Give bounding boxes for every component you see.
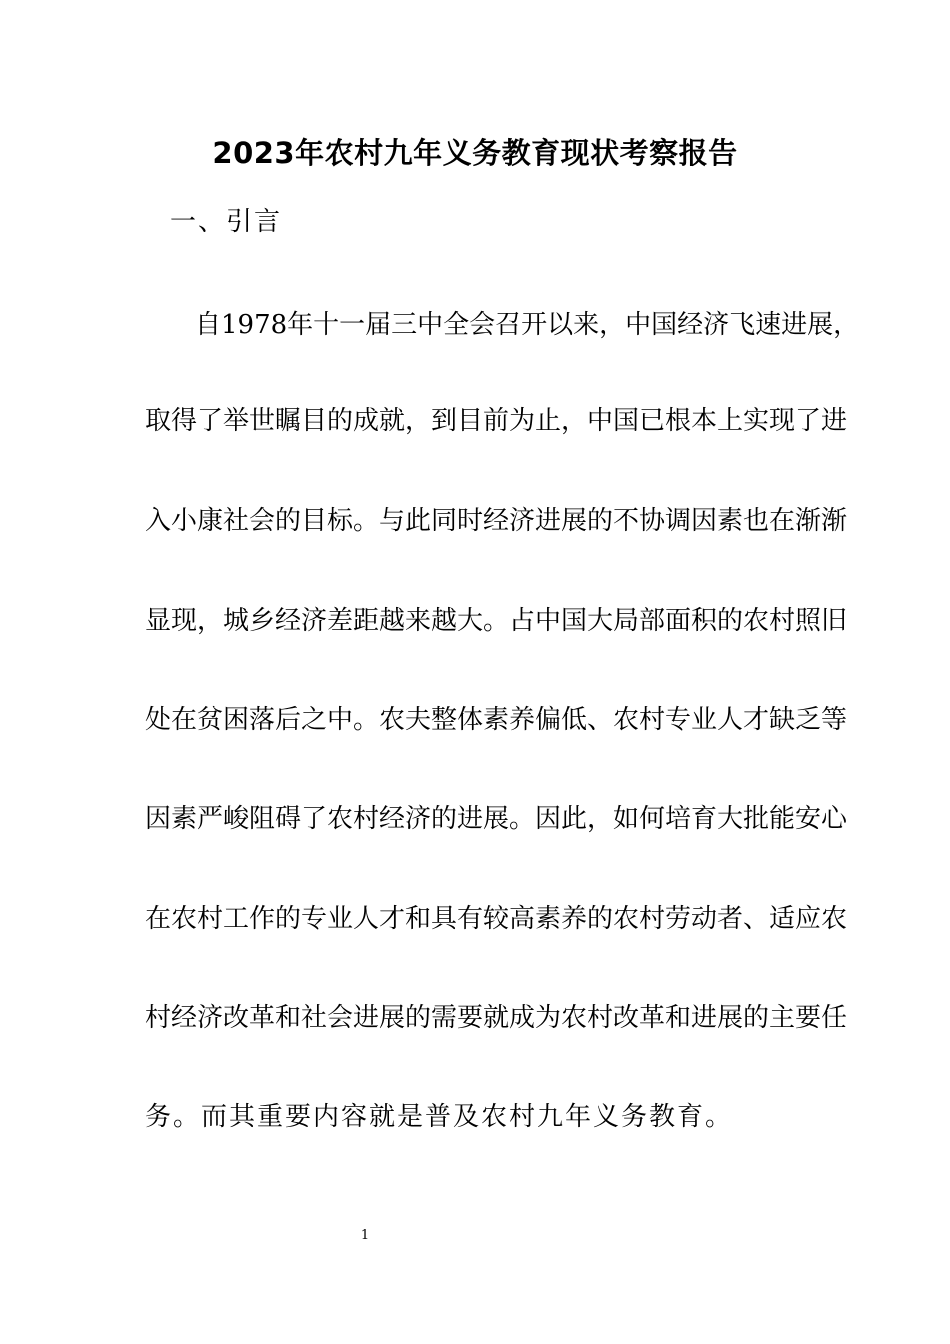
paragraph-line: 务。而其重要内容就是普及农村九年义务教育。 xyxy=(145,1102,734,1132)
paragraph-line: 入小康社会的目标。与此同时经济进展的不协调因素也在渐渐 xyxy=(145,506,848,536)
paragraph-line: 处在贫困落后之中。农夫整体素养偏低、农村专业人才缺乏等 xyxy=(145,705,848,735)
paragraph-line: 在农村工作的专业人才和具有较高素养的农村劳动者、适应农 xyxy=(145,904,848,934)
paragraph-line: 因素严峻阻碍了农村经济的进展。因此，如何培育大批能安心 xyxy=(145,804,848,834)
document-title: 2023年农村九年义务教育现状考察报告 xyxy=(212,136,738,170)
paragraph-line: 自1978年十一届三中全会召开以来，中国经济飞速进展， xyxy=(195,310,860,340)
paragraph-line: 取得了举世瞩目的成就，到目前为止，中国已根本上实现了进 xyxy=(145,406,848,436)
paragraph-line: 村经济改革和社会进展的需要就成为农村改革和进展的主要任 xyxy=(145,1003,848,1033)
section-heading-introduction: 一、引言 xyxy=(170,207,283,237)
paragraph-line: 显现，城乡经济差距越来越大。占中国大局部面积的农村照旧 xyxy=(145,606,848,636)
page-number: 1 xyxy=(360,1228,370,1243)
